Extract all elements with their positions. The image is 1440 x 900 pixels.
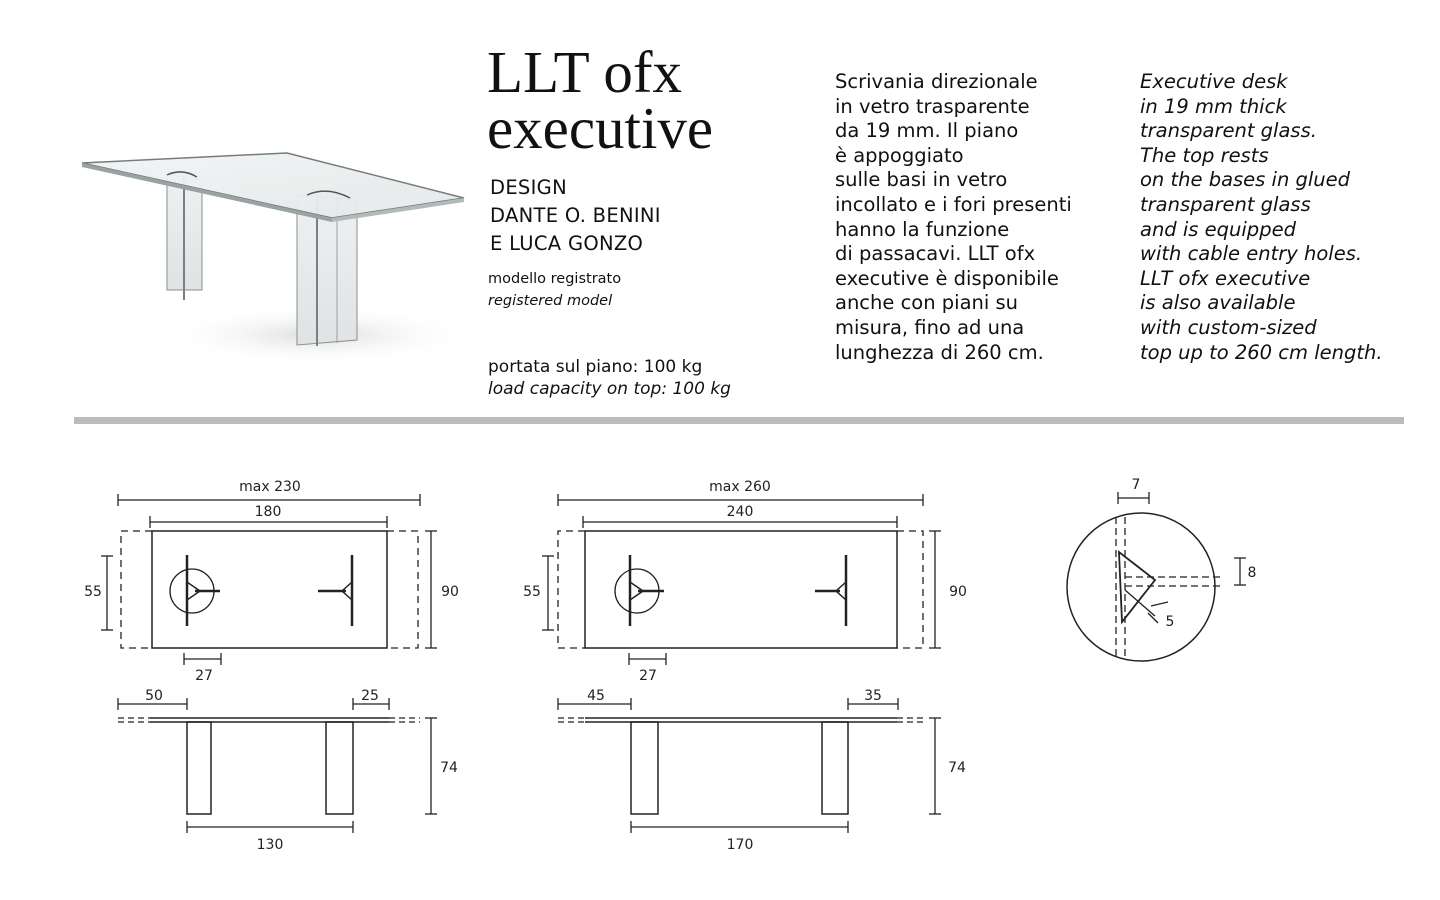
left-depth-label: 90 <box>441 584 459 600</box>
left-depth-inner-label: 55 <box>84 584 102 600</box>
load-capacity <box>488 356 731 400</box>
designer-line-1: DANTE O. BENINI <box>490 204 661 227</box>
joint-detail-view <box>1067 492 1246 661</box>
left-elevation-view <box>118 698 437 833</box>
detail-thickness-label: 7 <box>1131 477 1141 493</box>
right-max-width-label: max 260 <box>709 479 771 495</box>
design-label: DESIGN <box>490 176 567 199</box>
design-credits <box>490 174 661 258</box>
right-top-width-label: 240 <box>726 504 754 520</box>
right-overhang-right-label: 35 <box>864 688 882 704</box>
designer-line-2: E LUCA GONZO <box>490 232 644 255</box>
left-top-width-label: 180 <box>254 504 282 520</box>
right-overhang-left-label: 45 <box>587 688 605 704</box>
title-line-1: LLT ofx <box>487 39 683 105</box>
right-hole-offset-label: 27 <box>639 668 657 684</box>
left-max-width-label: max 230 <box>239 479 301 495</box>
right-base-span-label: 170 <box>726 837 754 853</box>
product-photo <box>72 140 472 370</box>
load-en: load capacity on top: 100 kg <box>488 379 731 399</box>
registered-en: registered model <box>488 293 613 309</box>
left-height-label: 74 <box>440 760 458 776</box>
product-title <box>487 39 714 161</box>
registered-model <box>488 268 621 312</box>
right-height-label: 74 <box>948 760 966 776</box>
left-overhang-left-label: 50 <box>145 688 163 704</box>
section-divider <box>74 417 1404 424</box>
load-it: portata sul piano: 100 kg <box>488 357 703 377</box>
description-english: Executive desk in 19 mm thick transparent glass. The top rests on the bases in glued transparent glass and is equipped with cable entry holes. LLT ofx executive is also available with custom-sized top up to 260 cm length. <box>1140 70 1383 364</box>
right-elevation-view <box>558 698 941 833</box>
left-hole-offset-label: 27 <box>195 668 213 684</box>
title-line-2: executive <box>487 95 714 161</box>
detail-gap-label: 8 <box>1247 565 1257 581</box>
right-depth-inner-label: 55 <box>523 584 541 600</box>
left-base-span-label: 130 <box>256 837 284 853</box>
technical-drawings <box>0 430 1440 890</box>
registered-it: modello registrato <box>488 271 622 287</box>
left-overhang-right-label: 25 <box>361 688 379 704</box>
right-depth-label: 90 <box>949 584 967 600</box>
detail-chamfer-label: 5 <box>1165 614 1175 630</box>
description-italian: Scrivania direzionale in vetro trasparente da 19 mm. Il piano è appoggiato sulle basi in vetro incollato e i fori presenti hanno la funzione di passacavi. LLT ofx executive è disponibile anche con piani su misura, fino ad una lunghezza di 260 cm. <box>835 70 1072 364</box>
